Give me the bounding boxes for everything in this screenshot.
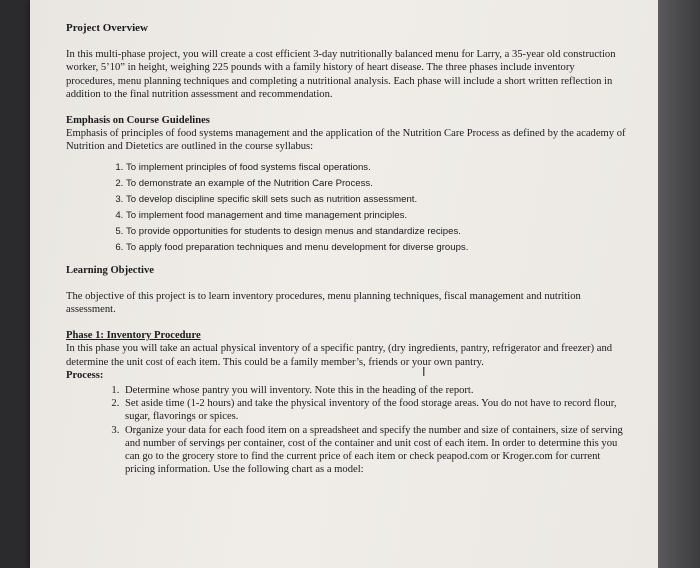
guidelines-list	[66, 160, 626, 256]
text-cursor-icon: I	[422, 365, 426, 379]
process-label: Process:	[66, 369, 104, 381]
list-item: 2. To demonstrate an example of the Nutrition Care Process.	[126, 176, 626, 192]
process-steps-list	[66, 384, 626, 476]
emphasis-paragraph: Emphasis of principles of food systems management and the application of the Nutrition Care Process as defined by the academy of Nutrition and Dietetics are outlined in the course syllabus:	[66, 128, 626, 153]
document-page	[30, 0, 658, 568]
list-item: 3. To develop discipline specific skill sets such as nutrition assessment.	[126, 192, 626, 208]
list-item: 1. To implement principles of food systems fiscal operations.	[126, 160, 626, 176]
list-item: 6. To apply food preparation techniques and menu development for diverse groups.	[126, 240, 626, 256]
phase1-paragraph: In this phase you will take an actual physical inventory of a specific pantry, (dry ingredients, pantry, refrigerator and freezer) and determine the unit cost of each item. This could be a family member’s, friends or your own pantry.	[66, 343, 613, 368]
list-item: 3. Organize your data for each food item on a spreadsheet and specify the number and size of containers, size of serving and number of servings per container, cost of the container and unit cost of each item. In order to determine this you can go to the grocery store to find the current price of each item or check peapod.com or Kroger.com for current pricing information. Use the following chart as a model:	[122, 424, 626, 477]
emphasis-heading: Emphasis on Course Guidelines	[66, 115, 210, 127]
list-item: 1. Determine whose pantry you will inventory. Note this in the heading of the report.	[122, 384, 626, 397]
page-title: Project Overview	[66, 22, 148, 34]
phase1-heading: Phase 1: Inventory Procedure	[66, 330, 201, 342]
document-content	[66, 22, 626, 476]
learning-objective-heading: Learning Objective	[66, 264, 154, 276]
list-item: 4. To implement food management and time management principles.	[126, 208, 626, 224]
overview-paragraph: In this multi-phase project, you will create a cost efficient 3-day nutritionally balanced menu for Larry, a 35-year old construction worker, 5’10” in height, weighing 225 pounds with a family history of heart disease. The three phases include inventory procedures, menu planning techniques and completing a nutritional analysis. Each phase will include a short written reflection in addition to the final nutrition assessment and recommendation.	[66, 49, 616, 100]
list-item: 5. To provide opportunities for students to design menus and standardize recipes.	[126, 224, 626, 240]
list-item: 2. Set aside time (1-2 hours) and take the physical inventory of the food storage areas. You do not have to record flour, sugar, flavorings or spices.	[122, 397, 626, 423]
background-edge	[658, 0, 700, 568]
learning-objective-paragraph: The objective of this project is to learn inventory procedures, menu planning techniques, fiscal management and nutrition assessment.	[66, 290, 581, 316]
